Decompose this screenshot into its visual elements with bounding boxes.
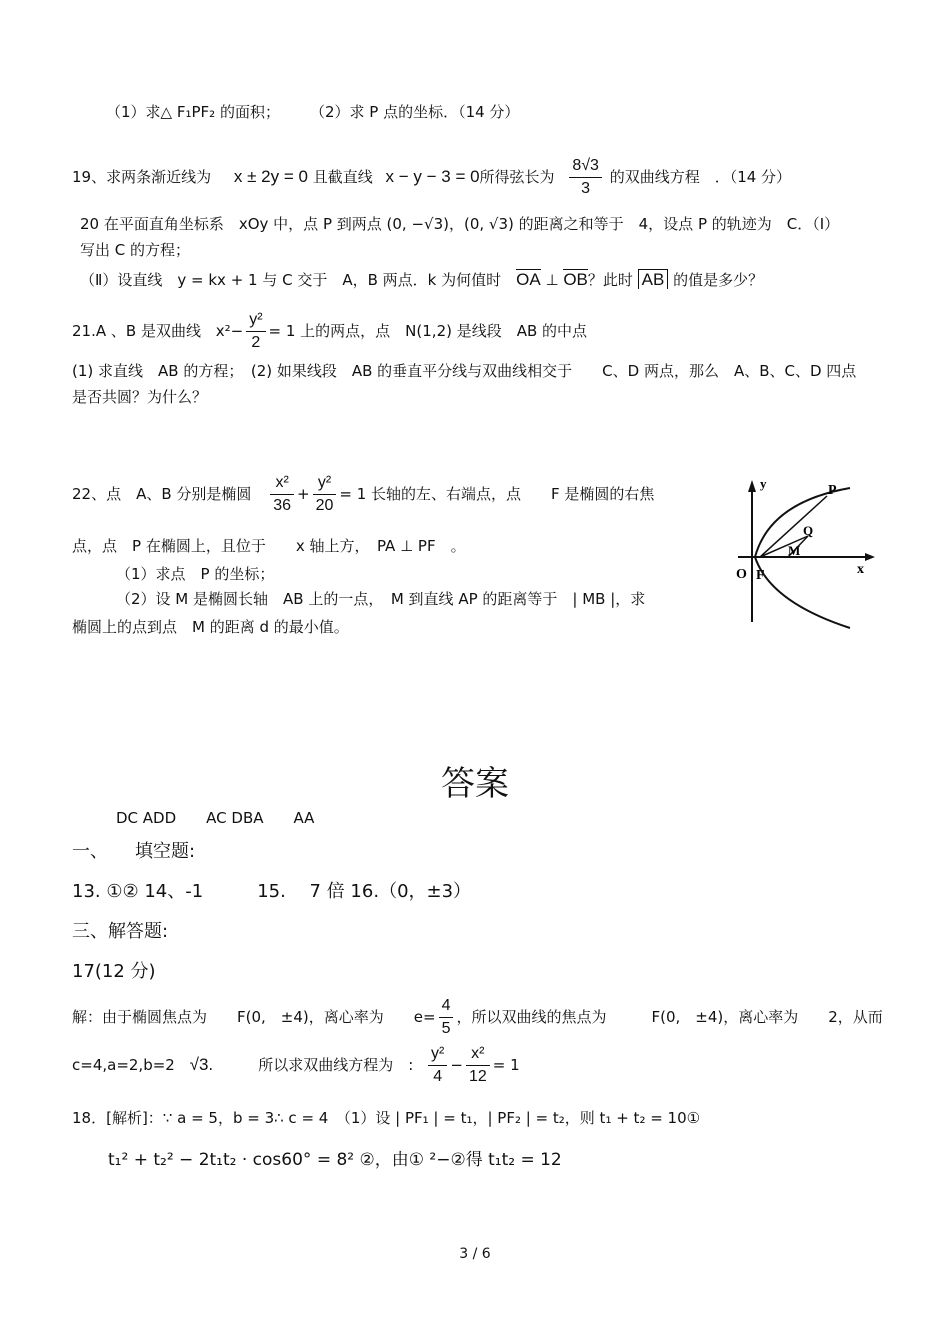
q22-line3: （1）求点 P 的坐标； bbox=[116, 565, 275, 583]
q19-text-d: 的双曲线方程 ．（14 分） bbox=[609, 168, 792, 186]
q22-n1: x² bbox=[270, 473, 294, 495]
q17-text-e: = 1 bbox=[492, 1056, 520, 1074]
parabola-figure bbox=[700, 472, 880, 632]
q17-e-fraction bbox=[439, 996, 454, 1039]
q19-line-eq: x − y − 3 = 0 bbox=[385, 167, 480, 186]
q21-text-a: 21.A 、B 是双曲线 bbox=[72, 322, 201, 340]
q19-line bbox=[72, 156, 791, 199]
q20-line2: 写出 C 的方程； bbox=[80, 241, 191, 259]
q22-line5: 椭圆上的点到点 M 的距离 d 的最小值。 bbox=[72, 618, 349, 636]
q17-n2: x² bbox=[466, 1044, 490, 1066]
q22-d1: 36 bbox=[273, 497, 291, 514]
q17-n1: y² bbox=[428, 1044, 447, 1066]
q21-x2: x²− bbox=[215, 322, 244, 340]
q17-line2 bbox=[72, 1044, 520, 1087]
q22-line2: 点，点 P 在椭圆上，且位于 x 轴上方， PA ⊥ PF 。 bbox=[72, 537, 466, 555]
label-o: O bbox=[736, 567, 747, 582]
q17-en: 4 bbox=[439, 996, 454, 1018]
q18-answer-line1: 18．[解析]：∵ a = 5，b = 3∴ c = 4 （1）设 | PF₁ | = t₁，| PF₂ | = t₂，则 t₁ + t₂ = 10① bbox=[72, 1109, 701, 1127]
q21-fraction bbox=[246, 310, 265, 353]
q19-den: 3 bbox=[581, 180, 591, 197]
q17-d2: 12 bbox=[468, 1068, 487, 1085]
section-solutions: 三、解答题: bbox=[72, 921, 169, 942]
x-axis-arrow bbox=[865, 553, 875, 561]
q22-text-b: = 1 长轴的左、右端点，点 F 是椭圆的右焦 bbox=[339, 485, 655, 503]
q20-line3 bbox=[80, 270, 763, 290]
q21-line3: 是否共圆？为什么？ bbox=[72, 388, 208, 406]
q19-chord-fraction bbox=[569, 156, 602, 199]
q20-text-a: （Ⅱ）设直线 y = kx + 1 与 C 交于 A，B 两点．k 为何值时 bbox=[80, 271, 517, 289]
q21-line1 bbox=[72, 310, 587, 353]
q22-line1 bbox=[72, 473, 654, 516]
q20-line1: 20 在平面直角坐标系 xOy 中，点 P 到两点 (0, −√3)，(0, √3) 的距离之和等于 4，设点 P 的轨迹为 C．（Ⅰ） bbox=[80, 215, 840, 233]
q20-text-b: ？此时 bbox=[587, 271, 638, 289]
label-y: y bbox=[760, 476, 767, 491]
q21-text-b: = 1 上的两点，点 N(1,2) 是线段 AB 的中点 bbox=[268, 322, 588, 340]
label-f: F bbox=[756, 568, 765, 583]
q21-line2: (1) 求直线 AB 的方程； (2) 如果线段 AB 的垂直平分线与双曲线相交于 C、D 两点，那么 A、B、C、D 四点 bbox=[72, 362, 857, 380]
q17-line1 bbox=[72, 996, 883, 1039]
q17-text-d: . 所以求双曲线方程为 : bbox=[208, 1056, 414, 1074]
y-axis-arrow bbox=[748, 480, 756, 492]
q17-heading: 17(12 分) bbox=[72, 961, 156, 982]
q21-den: 2 bbox=[251, 334, 261, 351]
choice-answers: DC ADD AC DBA AA bbox=[116, 809, 315, 827]
q18-parts: （1）求△ F₁PF₂ 的面积； （2）求 P 点的坐标．（14 分） bbox=[106, 103, 520, 121]
q21-num: y² bbox=[246, 310, 265, 332]
page-number: 3 / 6 bbox=[459, 1246, 491, 1262]
section-fill-blank: 一、 填空题: bbox=[72, 841, 196, 862]
q22-frac1 bbox=[270, 473, 294, 516]
q22-frac2 bbox=[313, 473, 337, 516]
q17-text-c: c=4,a=2,b=2 bbox=[72, 1056, 175, 1074]
q19-num: 8√3 bbox=[569, 156, 602, 178]
abs-ab: AB bbox=[638, 269, 669, 289]
q19-text-b: 且截直线 bbox=[312, 168, 373, 186]
q19-text-a: 19、求两条渐近线为 bbox=[72, 168, 212, 186]
q17-d1: 4 bbox=[433, 1068, 443, 1085]
q19-asymptotes: x ± 2y = 0 bbox=[233, 167, 308, 186]
label-m: M bbox=[788, 543, 801, 558]
q22-text-a: 22、点 A、B 分别是椭圆 bbox=[72, 485, 252, 503]
q17-text-b: ，所以双曲线的焦点为 F(0, ±4)，离心率为 2，从而 bbox=[456, 1008, 883, 1026]
vector-ob: OB bbox=[563, 270, 588, 289]
q18-answer-line2: t₁² + t₂² − 2t₁t₂ · cos60° = 8² ②，由① ²−②得 t₁t₂ = 12 bbox=[108, 1150, 562, 1170]
q19-text-c: 所得弦长为 bbox=[479, 168, 555, 186]
q22-d2: 20 bbox=[315, 497, 334, 514]
answer-title: 答案 bbox=[441, 764, 509, 804]
label-q: Q bbox=[803, 523, 814, 538]
label-p: P bbox=[828, 483, 837, 498]
q22-plus: + bbox=[297, 485, 310, 503]
q17-minus: − bbox=[450, 1056, 463, 1074]
q17-sqrt3: √3 bbox=[189, 1055, 209, 1074]
line-fq bbox=[760, 536, 808, 557]
fill-answers: 13. ①② 14、-1 15. 7 倍 16.（0，±3） bbox=[72, 881, 472, 902]
label-x: x bbox=[857, 562, 864, 577]
q20-text-c: 的值是多少？ bbox=[668, 271, 764, 289]
perp-symbol: ⊥ bbox=[540, 271, 564, 289]
q17-ed: 5 bbox=[441, 1020, 451, 1037]
q17-frac1 bbox=[428, 1044, 447, 1087]
vector-oa: OA bbox=[516, 270, 541, 289]
q22-n2: y² bbox=[313, 473, 337, 495]
q17-text-a: 解：由于椭圆焦点为 F(0, ±4)，离心率为 e= bbox=[72, 1008, 436, 1026]
q17-frac2 bbox=[466, 1044, 490, 1087]
q22-line4: （2）设 M 是椭圆长轴 AB 上的一点， M 到直线 AP 的距离等于 | MB |，求 bbox=[116, 590, 646, 608]
